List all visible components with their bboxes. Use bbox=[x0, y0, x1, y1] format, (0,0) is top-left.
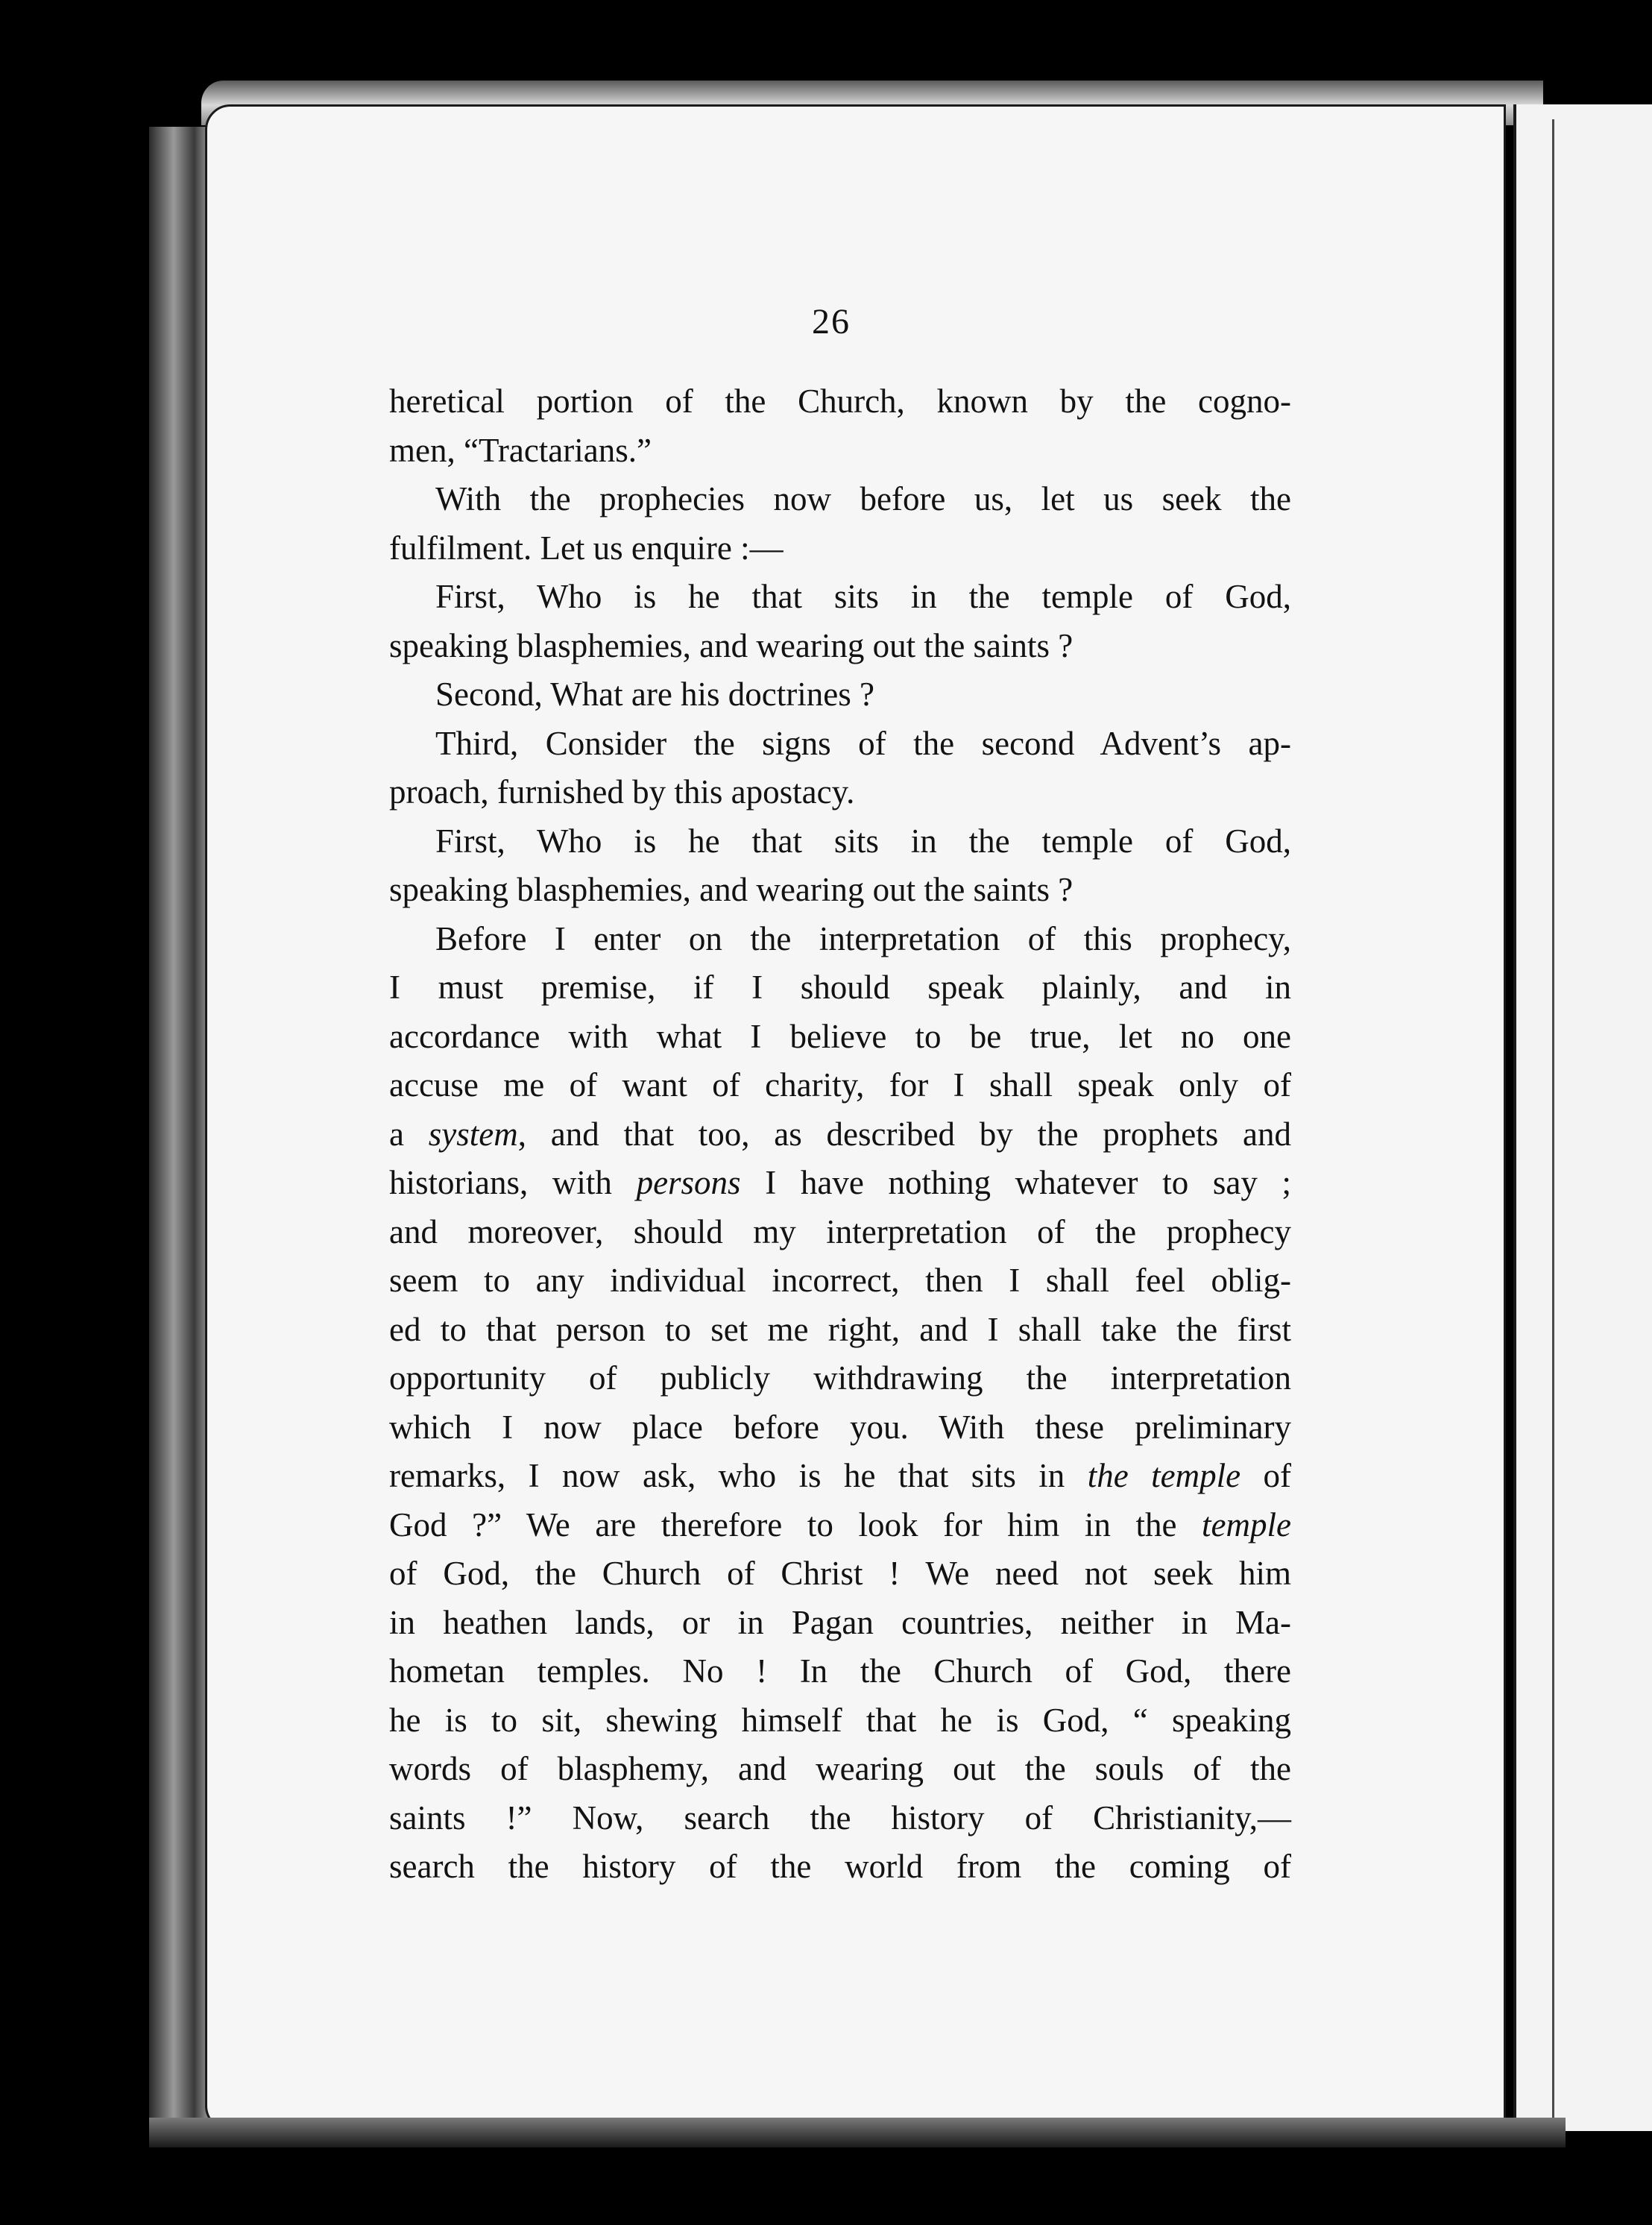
text-line: he is to sit, shewing himself that he is God, “ speaking bbox=[389, 1701, 1291, 1739]
text-line: which I now place before you. With these preliminary bbox=[389, 1408, 1291, 1446]
book-bottom-edge bbox=[149, 2118, 1566, 2147]
text-line: search the history of the world from the coming of bbox=[389, 1848, 1291, 1885]
text-line: accordance with what I believe to be true, let no one bbox=[389, 1017, 1291, 1055]
text-line: words of blasphemy, and wearing out the souls of the bbox=[389, 1750, 1291, 1787]
page-number: 26 bbox=[812, 302, 851, 342]
text-line: seem to any individual incorrect, then I shall feel oblig- bbox=[389, 1262, 1291, 1299]
adjacent-page-edge bbox=[1513, 104, 1652, 2131]
text-line: remarks, I now ask, who is he that sits in the temple of bbox=[389, 1457, 1291, 1494]
text-line: God ?” We are therefore to look for him in the temple bbox=[389, 1505, 1291, 1543]
text-line: a system, and that too, as described by the prophets and bbox=[389, 1115, 1291, 1153]
text-line: men, “Tractarians.” bbox=[389, 431, 652, 469]
page-crease bbox=[1552, 119, 1554, 2118]
text-line: and moreover, should my interpretation of the prophecy bbox=[389, 1212, 1291, 1250]
text-line: I must premise, if I should speak plainly, and in bbox=[389, 969, 1291, 1006]
text-line: First, Who is he that sits in the temple of God, bbox=[435, 822, 1291, 860]
text-line: First, Who is he that sits in the temple of God, bbox=[435, 578, 1291, 615]
text-line: Second, What are his doctrines ? bbox=[435, 676, 874, 713]
text-line: hometan temples. No ! In the Church of God, there bbox=[389, 1652, 1291, 1690]
text-line: fulfilment. Let us enquire :— bbox=[389, 529, 784, 567]
body-text bbox=[389, 377, 1291, 1892]
text-line: speaking blasphemies, and wearing out the saints ? bbox=[389, 871, 1074, 908]
text-line: ed to that person to set me right, and I shall take the first bbox=[389, 1310, 1291, 1348]
text-line: of God, the Church of Christ ! We need not seek him bbox=[389, 1555, 1291, 1592]
text-line: in heathen lands, or in Pagan countries, neither in Ma- bbox=[389, 1603, 1291, 1641]
text-line: heretical portion of the Church, known by the cogno- bbox=[389, 383, 1291, 420]
text-line: proach, furnished by this apostacy. bbox=[389, 773, 855, 811]
text-line: saints !” Now, search the history of Christianity,— bbox=[389, 1798, 1291, 1837]
text-line: With the prophecies now before us, let us seek the bbox=[435, 480, 1291, 517]
text-line: Third, Consider the signs of the second Advent’s ap- bbox=[435, 724, 1291, 762]
text-line: accuse me of want of charity, for I shall speak only of bbox=[389, 1066, 1291, 1104]
text-line: Before I enter on the interpretation of this prophecy, bbox=[435, 919, 1291, 957]
text-line: speaking blasphemies, and wearing out the saints ? bbox=[389, 626, 1074, 664]
text-line: historians, with persons I have nothing whatever to say ; bbox=[389, 1164, 1291, 1201]
text-line: opportunity of publicly withdrawing the interpretation bbox=[389, 1359, 1291, 1397]
